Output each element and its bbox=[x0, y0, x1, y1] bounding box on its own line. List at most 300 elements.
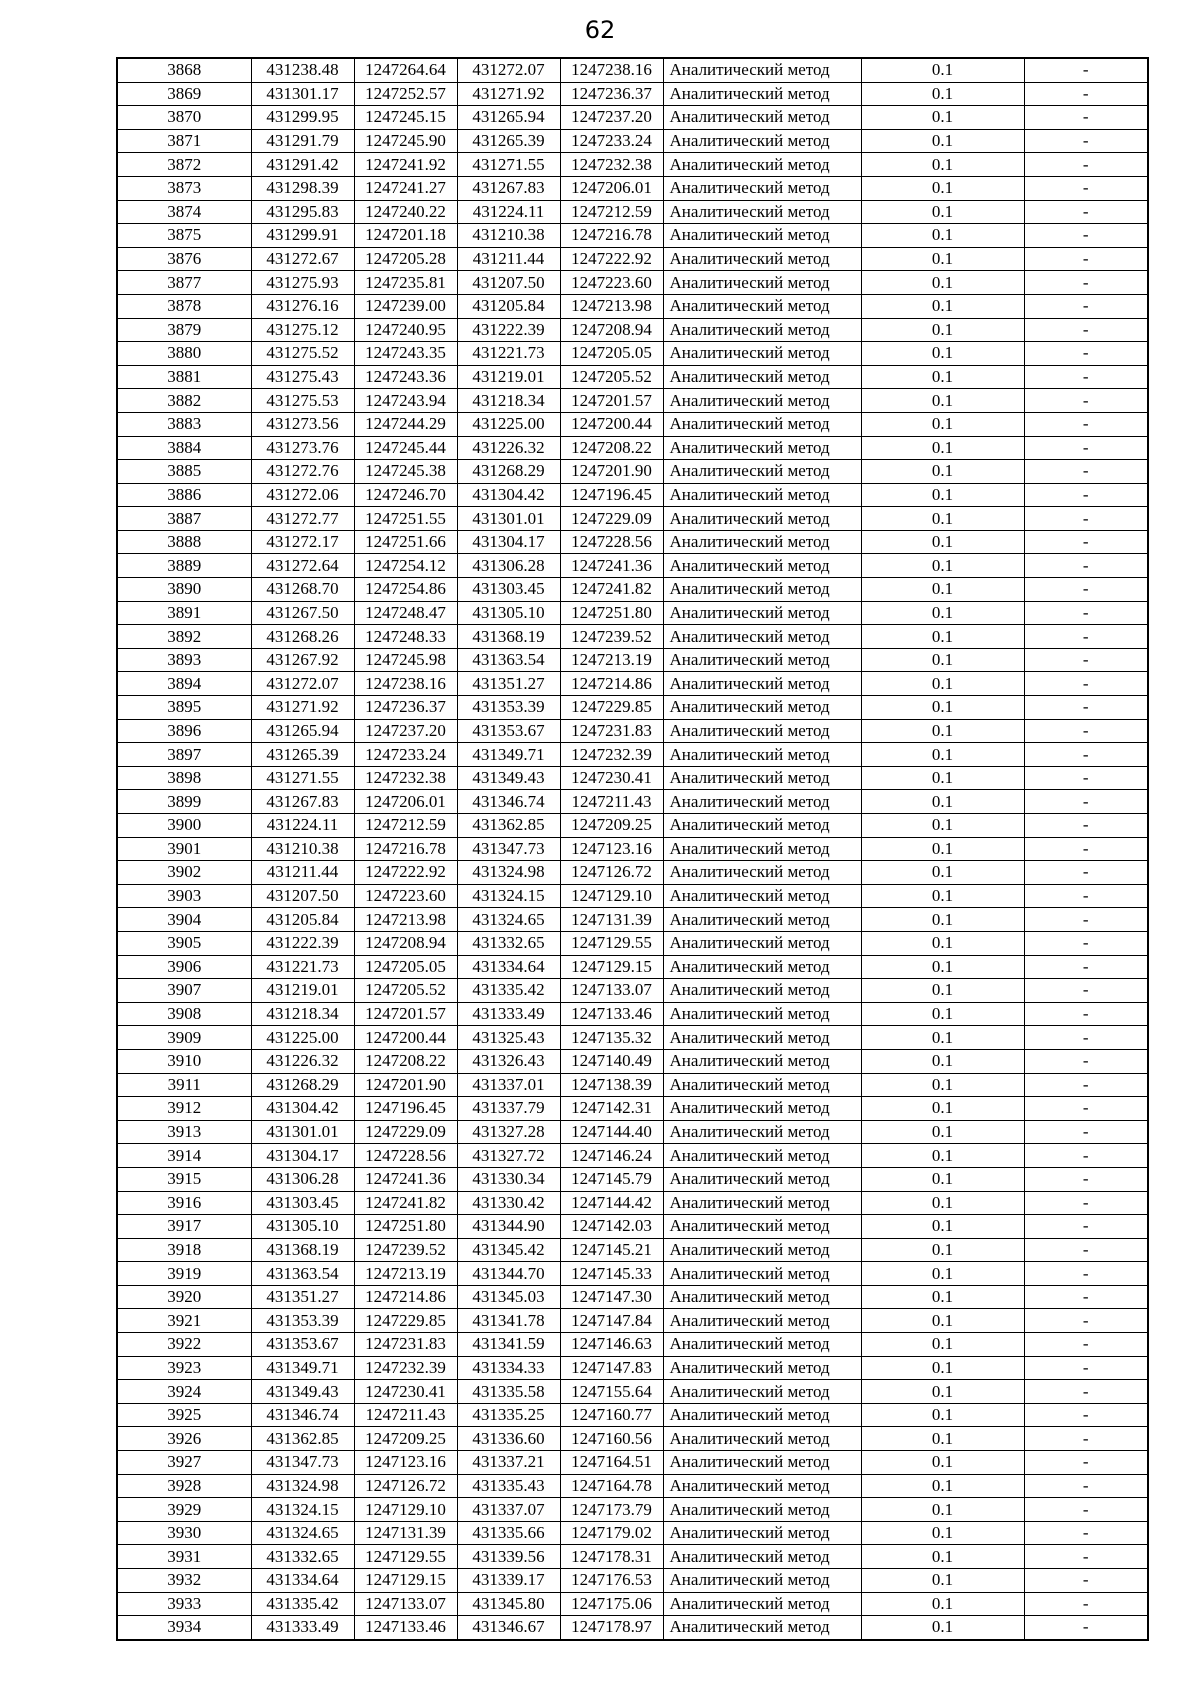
cell-accuracy: 0.1 bbox=[861, 1097, 1024, 1121]
cell-y-coordinate-2: 1247201.90 bbox=[560, 460, 663, 484]
cell-x-coordinate: 431347.73 bbox=[251, 1451, 354, 1475]
cell-method: Аналитический метод bbox=[663, 578, 861, 602]
cell-point-number: 3894 bbox=[117, 672, 251, 696]
cell-y-coordinate-2: 1247213.98 bbox=[560, 294, 663, 318]
cell-accuracy: 0.1 bbox=[861, 318, 1024, 342]
cell-x-coordinate-2: 431345.03 bbox=[457, 1285, 560, 1309]
cell-x-coordinate-2: 431205.84 bbox=[457, 294, 560, 318]
cell-x-coordinate: 431291.79 bbox=[251, 129, 354, 153]
table-row bbox=[117, 1521, 1148, 1545]
cell-note: - bbox=[1024, 1026, 1148, 1050]
table-row bbox=[117, 1073, 1148, 1097]
cell-x-coordinate-2: 431324.98 bbox=[457, 861, 560, 885]
cell-x-coordinate: 431221.73 bbox=[251, 955, 354, 979]
cell-note: - bbox=[1024, 601, 1148, 625]
cell-method: Аналитический метод bbox=[663, 1262, 861, 1286]
cell-note: - bbox=[1024, 460, 1148, 484]
cell-method: Аналитический метод bbox=[663, 436, 861, 460]
cell-x-coordinate-2: 431339.56 bbox=[457, 1545, 560, 1569]
cell-note: - bbox=[1024, 342, 1148, 366]
cell-y-coordinate: 1247244.29 bbox=[354, 412, 457, 436]
table-row bbox=[117, 1309, 1148, 1333]
cell-y-coordinate-2: 1247155.64 bbox=[560, 1380, 663, 1404]
cell-method: Аналитический метод bbox=[663, 672, 861, 696]
cell-x-coordinate: 431267.92 bbox=[251, 648, 354, 672]
cell-x-coordinate-2: 431353.67 bbox=[457, 719, 560, 743]
cell-y-coordinate-2: 1247160.77 bbox=[560, 1403, 663, 1427]
table-row bbox=[117, 766, 1148, 790]
cell-method: Аналитический метод bbox=[663, 1238, 861, 1262]
cell-x-coordinate: 431304.42 bbox=[251, 1097, 354, 1121]
cell-accuracy: 0.1 bbox=[861, 861, 1024, 885]
cell-y-coordinate: 1247201.57 bbox=[354, 1002, 457, 1026]
cell-point-number: 3903 bbox=[117, 884, 251, 908]
cell-note: - bbox=[1024, 1380, 1148, 1404]
table-row bbox=[117, 1215, 1148, 1239]
cell-y-coordinate-2: 1247178.97 bbox=[560, 1616, 663, 1640]
cell-x-coordinate-2: 431225.00 bbox=[457, 412, 560, 436]
cell-x-coordinate: 431346.74 bbox=[251, 1403, 354, 1427]
table-row bbox=[117, 1356, 1148, 1380]
cell-method: Аналитический метод bbox=[663, 554, 861, 578]
cell-x-coordinate: 431275.53 bbox=[251, 389, 354, 413]
cell-x-coordinate-2: 431305.10 bbox=[457, 601, 560, 625]
cell-y-coordinate: 1247213.19 bbox=[354, 1262, 457, 1286]
cell-x-coordinate-2: 431224.11 bbox=[457, 200, 560, 224]
cell-accuracy: 0.1 bbox=[861, 1474, 1024, 1498]
cell-point-number: 3876 bbox=[117, 247, 251, 271]
cell-method: Аналитический метод bbox=[663, 460, 861, 484]
cell-y-coordinate: 1247245.15 bbox=[354, 106, 457, 130]
cell-x-coordinate-2: 431349.43 bbox=[457, 766, 560, 790]
cell-x-coordinate: 431268.70 bbox=[251, 578, 354, 602]
cell-method: Аналитический метод bbox=[663, 1498, 861, 1522]
cell-y-coordinate-2: 1247178.31 bbox=[560, 1545, 663, 1569]
cell-x-coordinate-2: 431306.28 bbox=[457, 554, 560, 578]
cell-x-coordinate: 431276.16 bbox=[251, 294, 354, 318]
cell-x-coordinate-2: 431304.17 bbox=[457, 530, 560, 554]
cell-y-coordinate: 1247240.95 bbox=[354, 318, 457, 342]
cell-accuracy: 0.1 bbox=[861, 1427, 1024, 1451]
cell-note: - bbox=[1024, 389, 1148, 413]
cell-method: Аналитический метод bbox=[663, 814, 861, 838]
cell-note: - bbox=[1024, 1498, 1148, 1522]
cell-point-number: 3924 bbox=[117, 1380, 251, 1404]
table-row bbox=[117, 1333, 1148, 1357]
cell-method: Аналитический метод bbox=[663, 1545, 861, 1569]
cell-x-coordinate-2: 431344.90 bbox=[457, 1215, 560, 1239]
cell-point-number: 3877 bbox=[117, 271, 251, 295]
cell-method: Аналитический метод bbox=[663, 1097, 861, 1121]
cell-y-coordinate: 1247237.20 bbox=[354, 719, 457, 743]
cell-method: Аналитический метод bbox=[663, 1167, 861, 1191]
cell-method: Аналитический метод bbox=[663, 979, 861, 1003]
cell-y-coordinate: 1247233.24 bbox=[354, 743, 457, 767]
cell-y-coordinate-2: 1247160.56 bbox=[560, 1427, 663, 1451]
cell-x-coordinate: 431272.67 bbox=[251, 247, 354, 271]
table-row bbox=[117, 58, 1148, 82]
cell-method: Аналитический метод bbox=[663, 884, 861, 908]
cell-y-coordinate-2: 1247208.22 bbox=[560, 436, 663, 460]
cell-note: - bbox=[1024, 743, 1148, 767]
cell-y-coordinate: 1247216.78 bbox=[354, 837, 457, 861]
cell-accuracy: 0.1 bbox=[861, 884, 1024, 908]
cell-accuracy: 0.1 bbox=[861, 200, 1024, 224]
cell-x-coordinate: 431273.76 bbox=[251, 436, 354, 460]
table-row bbox=[117, 1451, 1148, 1475]
cell-accuracy: 0.1 bbox=[861, 1238, 1024, 1262]
cell-point-number: 3869 bbox=[117, 82, 251, 106]
cell-point-number: 3881 bbox=[117, 365, 251, 389]
cell-point-number: 3879 bbox=[117, 318, 251, 342]
table-row bbox=[117, 884, 1148, 908]
cell-method: Аналитический метод bbox=[663, 696, 861, 720]
cell-accuracy: 0.1 bbox=[861, 530, 1024, 554]
table-row bbox=[117, 106, 1148, 130]
table-row bbox=[117, 460, 1148, 484]
cell-x-coordinate: 431301.01 bbox=[251, 1120, 354, 1144]
cell-x-coordinate: 431335.42 bbox=[251, 1592, 354, 1616]
cell-y-coordinate: 1247133.46 bbox=[354, 1616, 457, 1640]
cell-method: Аналитический метод bbox=[663, 365, 861, 389]
cell-note: - bbox=[1024, 1521, 1148, 1545]
cell-x-coordinate: 431291.42 bbox=[251, 153, 354, 177]
cell-note: - bbox=[1024, 1262, 1148, 1286]
cell-point-number: 3906 bbox=[117, 955, 251, 979]
table-row bbox=[117, 271, 1148, 295]
cell-y-coordinate-2: 1247131.39 bbox=[560, 908, 663, 932]
cell-y-coordinate-2: 1247145.79 bbox=[560, 1167, 663, 1191]
cell-method: Аналитический метод bbox=[663, 625, 861, 649]
cell-point-number: 3930 bbox=[117, 1521, 251, 1545]
cell-y-coordinate: 1247245.98 bbox=[354, 648, 457, 672]
cell-x-coordinate: 431219.01 bbox=[251, 979, 354, 1003]
cell-y-coordinate-2: 1247239.52 bbox=[560, 625, 663, 649]
cell-x-coordinate-2: 431339.17 bbox=[457, 1569, 560, 1593]
cell-method: Аналитический метод bbox=[663, 1191, 861, 1215]
cell-point-number: 3888 bbox=[117, 530, 251, 554]
cell-x-coordinate-2: 431327.28 bbox=[457, 1120, 560, 1144]
cell-y-coordinate: 1247211.43 bbox=[354, 1403, 457, 1427]
cell-note: - bbox=[1024, 1285, 1148, 1309]
cell-x-coordinate-2: 431335.25 bbox=[457, 1403, 560, 1427]
cell-note: - bbox=[1024, 1427, 1148, 1451]
cell-y-coordinate-2: 1247205.52 bbox=[560, 365, 663, 389]
table-row bbox=[117, 153, 1148, 177]
cell-accuracy: 0.1 bbox=[861, 1285, 1024, 1309]
cell-x-coordinate-2: 431335.43 bbox=[457, 1474, 560, 1498]
cell-accuracy: 0.1 bbox=[861, 1403, 1024, 1427]
cell-x-coordinate: 431265.39 bbox=[251, 743, 354, 767]
cell-accuracy: 0.1 bbox=[861, 743, 1024, 767]
cell-accuracy: 0.1 bbox=[861, 790, 1024, 814]
cell-note: - bbox=[1024, 1167, 1148, 1191]
cell-x-coordinate-2: 431346.67 bbox=[457, 1616, 560, 1640]
cell-y-coordinate-2: 1247129.55 bbox=[560, 931, 663, 955]
cell-x-coordinate: 431368.19 bbox=[251, 1238, 354, 1262]
cell-accuracy: 0.1 bbox=[861, 436, 1024, 460]
cell-accuracy: 0.1 bbox=[861, 58, 1024, 82]
cell-x-coordinate-2: 431325.43 bbox=[457, 1026, 560, 1050]
cell-y-coordinate: 1247245.90 bbox=[354, 129, 457, 153]
cell-point-number: 3911 bbox=[117, 1073, 251, 1097]
cell-x-coordinate: 431265.94 bbox=[251, 719, 354, 743]
cell-x-coordinate-2: 431226.32 bbox=[457, 436, 560, 460]
cell-x-coordinate: 431272.76 bbox=[251, 460, 354, 484]
cell-note: - bbox=[1024, 1592, 1148, 1616]
cell-y-coordinate: 1247264.64 bbox=[354, 58, 457, 82]
cell-point-number: 3874 bbox=[117, 200, 251, 224]
cell-note: - bbox=[1024, 554, 1148, 578]
cell-y-coordinate-2: 1247164.51 bbox=[560, 1451, 663, 1475]
cell-point-number: 3896 bbox=[117, 719, 251, 743]
cell-y-coordinate-2: 1247129.15 bbox=[560, 955, 663, 979]
cell-y-coordinate: 1247254.12 bbox=[354, 554, 457, 578]
cell-note: - bbox=[1024, 1545, 1148, 1569]
cell-method: Аналитический метод bbox=[663, 908, 861, 932]
table-row bbox=[117, 955, 1148, 979]
cell-y-coordinate: 1247235.81 bbox=[354, 271, 457, 295]
cell-x-coordinate: 431306.28 bbox=[251, 1167, 354, 1191]
cell-x-coordinate-2: 431271.55 bbox=[457, 153, 560, 177]
table-row bbox=[117, 908, 1148, 932]
cell-y-coordinate-2: 1247232.38 bbox=[560, 153, 663, 177]
cell-y-coordinate-2: 1247142.31 bbox=[560, 1097, 663, 1121]
cell-method: Аналитический метод bbox=[663, 1616, 861, 1640]
cell-x-coordinate-2: 431304.42 bbox=[457, 483, 560, 507]
cell-accuracy: 0.1 bbox=[861, 176, 1024, 200]
cell-accuracy: 0.1 bbox=[861, 365, 1024, 389]
cell-accuracy: 0.1 bbox=[861, 460, 1024, 484]
cell-method: Аналитический метод bbox=[663, 743, 861, 767]
cell-x-coordinate: 431324.15 bbox=[251, 1498, 354, 1522]
cell-accuracy: 0.1 bbox=[861, 696, 1024, 720]
cell-y-coordinate-2: 1247216.78 bbox=[560, 224, 663, 248]
cell-point-number: 3927 bbox=[117, 1451, 251, 1475]
cell-note: - bbox=[1024, 129, 1148, 153]
cell-point-number: 3872 bbox=[117, 153, 251, 177]
cell-note: - bbox=[1024, 530, 1148, 554]
cell-y-coordinate-2: 1247209.25 bbox=[560, 814, 663, 838]
table-row bbox=[117, 1592, 1148, 1616]
table-row bbox=[117, 176, 1148, 200]
cell-note: - bbox=[1024, 58, 1148, 82]
cell-y-coordinate-2: 1247135.32 bbox=[560, 1026, 663, 1050]
cell-note: - bbox=[1024, 1215, 1148, 1239]
cell-accuracy: 0.1 bbox=[861, 601, 1024, 625]
cell-y-coordinate-2: 1247142.03 bbox=[560, 1215, 663, 1239]
cell-point-number: 3926 bbox=[117, 1427, 251, 1451]
cell-x-coordinate: 431275.52 bbox=[251, 342, 354, 366]
cell-point-number: 3919 bbox=[117, 1262, 251, 1286]
cell-accuracy: 0.1 bbox=[861, 1215, 1024, 1239]
cell-accuracy: 0.1 bbox=[861, 153, 1024, 177]
cell-y-coordinate: 1247223.60 bbox=[354, 884, 457, 908]
table-row bbox=[117, 389, 1148, 413]
cell-x-coordinate: 431267.50 bbox=[251, 601, 354, 625]
cell-note: - bbox=[1024, 271, 1148, 295]
cell-point-number: 3915 bbox=[117, 1167, 251, 1191]
cell-point-number: 3887 bbox=[117, 507, 251, 531]
cell-accuracy: 0.1 bbox=[861, 1356, 1024, 1380]
table-row bbox=[117, 861, 1148, 885]
cell-method: Аналитический метод bbox=[663, 389, 861, 413]
cell-y-coordinate: 1247206.01 bbox=[354, 790, 457, 814]
cell-y-coordinate-2: 1247230.41 bbox=[560, 766, 663, 790]
cell-accuracy: 0.1 bbox=[861, 1309, 1024, 1333]
cell-method: Аналитический метод bbox=[663, 648, 861, 672]
cell-x-coordinate: 431272.17 bbox=[251, 530, 354, 554]
table-row bbox=[117, 1285, 1148, 1309]
cell-y-coordinate: 1247240.22 bbox=[354, 200, 457, 224]
cell-point-number: 3880 bbox=[117, 342, 251, 366]
cell-y-coordinate-2: 1247196.45 bbox=[560, 483, 663, 507]
cell-x-coordinate: 431207.50 bbox=[251, 884, 354, 908]
cell-point-number: 3871 bbox=[117, 129, 251, 153]
cell-y-coordinate-2: 1247232.39 bbox=[560, 743, 663, 767]
cell-x-coordinate: 431298.39 bbox=[251, 176, 354, 200]
cell-accuracy: 0.1 bbox=[861, 766, 1024, 790]
cell-method: Аналитический метод bbox=[663, 129, 861, 153]
cell-y-coordinate-2: 1247146.24 bbox=[560, 1144, 663, 1168]
cell-note: - bbox=[1024, 814, 1148, 838]
cell-method: Аналитический метод bbox=[663, 294, 861, 318]
cell-x-coordinate-2: 431341.59 bbox=[457, 1333, 560, 1357]
cell-note: - bbox=[1024, 1451, 1148, 1475]
cell-x-coordinate-2: 431335.66 bbox=[457, 1521, 560, 1545]
cell-method: Аналитический метод bbox=[663, 530, 861, 554]
cell-method: Аналитический метод bbox=[663, 1427, 861, 1451]
cell-point-number: 3892 bbox=[117, 625, 251, 649]
cell-note: - bbox=[1024, 790, 1148, 814]
cell-accuracy: 0.1 bbox=[861, 106, 1024, 130]
cell-x-coordinate: 431332.65 bbox=[251, 1545, 354, 1569]
cell-method: Аналитический метод bbox=[663, 507, 861, 531]
cell-note: - bbox=[1024, 507, 1148, 531]
cell-point-number: 3883 bbox=[117, 412, 251, 436]
cell-accuracy: 0.1 bbox=[861, 1498, 1024, 1522]
cell-y-coordinate-2: 1247229.09 bbox=[560, 507, 663, 531]
cell-x-coordinate: 431353.67 bbox=[251, 1333, 354, 1357]
cell-x-coordinate: 431218.34 bbox=[251, 1002, 354, 1026]
cell-y-coordinate-2: 1247147.83 bbox=[560, 1356, 663, 1380]
cell-x-coordinate-2: 431337.21 bbox=[457, 1451, 560, 1475]
cell-y-coordinate: 1247241.36 bbox=[354, 1167, 457, 1191]
cell-point-number: 3885 bbox=[117, 460, 251, 484]
table-row bbox=[117, 1002, 1148, 1026]
cell-y-coordinate: 1247248.33 bbox=[354, 625, 457, 649]
cell-y-coordinate-2: 1247201.57 bbox=[560, 389, 663, 413]
cell-method: Аналитический метод bbox=[663, 271, 861, 295]
cell-y-coordinate-2: 1247145.33 bbox=[560, 1262, 663, 1286]
cell-y-coordinate: 1247208.94 bbox=[354, 931, 457, 955]
cell-point-number: 3899 bbox=[117, 790, 251, 814]
cell-y-coordinate: 1247232.39 bbox=[354, 1356, 457, 1380]
table-body bbox=[117, 58, 1148, 1640]
cell-accuracy: 0.1 bbox=[861, 931, 1024, 955]
cell-accuracy: 0.1 bbox=[861, 129, 1024, 153]
cell-y-coordinate-2: 1247238.16 bbox=[560, 58, 663, 82]
cell-y-coordinate: 1247228.56 bbox=[354, 1144, 457, 1168]
cell-x-coordinate-2: 431333.49 bbox=[457, 1002, 560, 1026]
cell-x-coordinate-2: 431303.45 bbox=[457, 578, 560, 602]
cell-y-coordinate: 1247241.82 bbox=[354, 1191, 457, 1215]
table-row bbox=[117, 1167, 1148, 1191]
cell-accuracy: 0.1 bbox=[861, 294, 1024, 318]
table-row bbox=[117, 436, 1148, 460]
cell-y-coordinate-2: 1247144.40 bbox=[560, 1120, 663, 1144]
cell-y-coordinate: 1247205.05 bbox=[354, 955, 457, 979]
cell-accuracy: 0.1 bbox=[861, 814, 1024, 838]
cell-method: Аналитический метод bbox=[663, 224, 861, 248]
cell-x-coordinate-2: 431344.70 bbox=[457, 1262, 560, 1286]
cell-x-coordinate: 431272.06 bbox=[251, 483, 354, 507]
cell-y-coordinate: 1247205.28 bbox=[354, 247, 457, 271]
cell-y-coordinate: 1247209.25 bbox=[354, 1427, 457, 1451]
cell-accuracy: 0.1 bbox=[861, 271, 1024, 295]
cell-x-coordinate: 431271.55 bbox=[251, 766, 354, 790]
cell-point-number: 3917 bbox=[117, 1215, 251, 1239]
cell-y-coordinate-2: 1247147.30 bbox=[560, 1285, 663, 1309]
cell-y-coordinate-2: 1247126.72 bbox=[560, 861, 663, 885]
cell-note: - bbox=[1024, 1356, 1148, 1380]
cell-x-coordinate: 431304.17 bbox=[251, 1144, 354, 1168]
cell-x-coordinate-2: 431349.71 bbox=[457, 743, 560, 767]
cell-method: Аналитический метод bbox=[663, 412, 861, 436]
cell-method: Аналитический метод bbox=[663, 955, 861, 979]
cell-point-number: 3921 bbox=[117, 1309, 251, 1333]
cell-method: Аналитический метод bbox=[663, 1356, 861, 1380]
cell-x-coordinate-2: 431271.92 bbox=[457, 82, 560, 106]
table-row bbox=[117, 507, 1148, 531]
table-row bbox=[117, 1097, 1148, 1121]
cell-x-coordinate: 431301.17 bbox=[251, 82, 354, 106]
cell-point-number: 3897 bbox=[117, 743, 251, 767]
cell-x-coordinate: 431349.71 bbox=[251, 1356, 354, 1380]
cell-note: - bbox=[1024, 719, 1148, 743]
cell-accuracy: 0.1 bbox=[861, 1592, 1024, 1616]
cell-y-coordinate-2: 1247140.49 bbox=[560, 1049, 663, 1073]
cell-x-coordinate-2: 431362.85 bbox=[457, 814, 560, 838]
cell-method: Аналитический метод bbox=[663, 1120, 861, 1144]
cell-y-coordinate: 1247126.72 bbox=[354, 1474, 457, 1498]
cell-note: - bbox=[1024, 1002, 1148, 1026]
cell-x-coordinate: 431362.85 bbox=[251, 1427, 354, 1451]
cell-point-number: 3875 bbox=[117, 224, 251, 248]
table-row bbox=[117, 1569, 1148, 1593]
cell-point-number: 3890 bbox=[117, 578, 251, 602]
cell-point-number: 3878 bbox=[117, 294, 251, 318]
cell-point-number: 3913 bbox=[117, 1120, 251, 1144]
cell-note: - bbox=[1024, 1238, 1148, 1262]
table-row bbox=[117, 696, 1148, 720]
cell-point-number: 3923 bbox=[117, 1356, 251, 1380]
cell-note: - bbox=[1024, 1144, 1148, 1168]
cell-x-coordinate: 431295.83 bbox=[251, 200, 354, 224]
cell-method: Аналитический метод bbox=[663, 1002, 861, 1026]
table-row bbox=[117, 1498, 1148, 1522]
cell-accuracy: 0.1 bbox=[861, 1167, 1024, 1191]
cell-y-coordinate: 1247243.36 bbox=[354, 365, 457, 389]
cell-note: - bbox=[1024, 955, 1148, 979]
cell-accuracy: 0.1 bbox=[861, 554, 1024, 578]
cell-accuracy: 0.1 bbox=[861, 625, 1024, 649]
cell-point-number: 3914 bbox=[117, 1144, 251, 1168]
cell-method: Аналитический метод bbox=[663, 318, 861, 342]
cell-y-coordinate: 1247201.90 bbox=[354, 1073, 457, 1097]
cell-note: - bbox=[1024, 176, 1148, 200]
cell-y-coordinate: 1247246.70 bbox=[354, 483, 457, 507]
